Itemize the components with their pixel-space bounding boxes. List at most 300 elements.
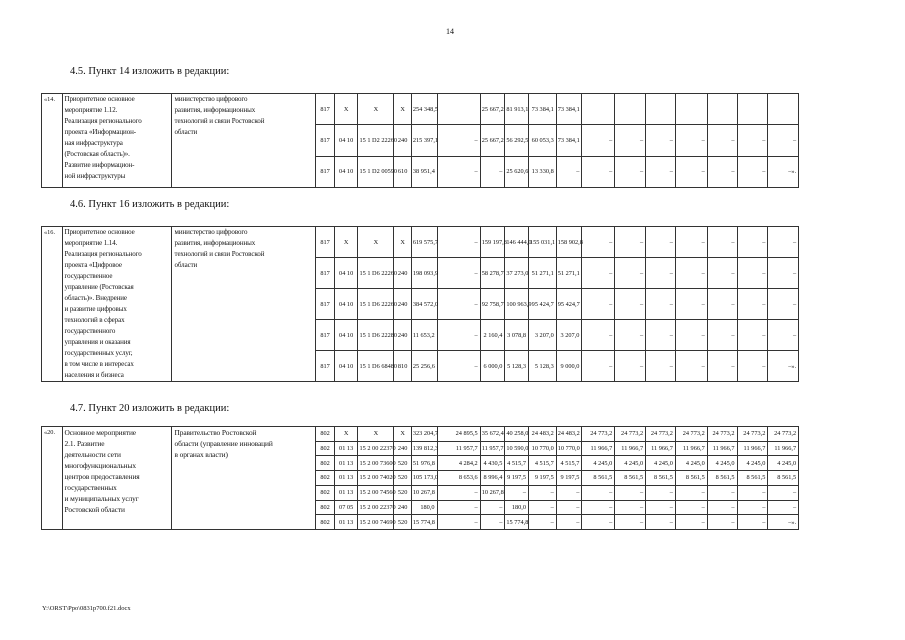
table-cell: 11 966,7: [707, 441, 737, 456]
table-cell: X: [394, 427, 411, 442]
table-cell: –: [582, 125, 615, 156]
table-cell: 139 812,3: [411, 441, 437, 456]
table-cell: –: [582, 227, 615, 258]
table-cell: –: [768, 485, 799, 500]
table-cell: –: [707, 515, 737, 530]
table-cell: –: [768, 289, 799, 320]
table-cell: 24 773,2: [707, 427, 737, 442]
measure-name-line: (Ростовская область)».: [64, 150, 130, 158]
table-cell: –: [582, 258, 615, 289]
table-cell: –: [646, 125, 676, 156]
table-cell: 01 13: [334, 441, 358, 456]
table-cell: 25 620,6: [505, 156, 529, 187]
table-cell: –».: [768, 351, 799, 382]
table-cell: –: [675, 485, 707, 500]
table-cell: –: [707, 500, 737, 515]
table-cell: [582, 94, 615, 125]
measure-name-line: управление (Ростовская: [64, 283, 134, 291]
measure-name-line: мероприятие 1.12.: [64, 106, 118, 114]
table-cell: –: [615, 289, 646, 320]
table-cell: 520: [394, 515, 411, 530]
measure-name-line: ной инфраструктуры: [64, 172, 126, 180]
table-cell: –: [615, 485, 646, 500]
table-cell: –: [707, 125, 737, 156]
table-cell: 95 424,7: [528, 289, 556, 320]
table-cell: –: [437, 156, 480, 187]
table-item-16: [41, 226, 862, 382]
table-cell: 802: [316, 515, 334, 530]
table-cell: 4 245,0: [768, 456, 799, 471]
table-cell: –: [675, 500, 707, 515]
table-row: [42, 427, 862, 442]
table-cell: 802: [316, 427, 334, 442]
table-cell: [768, 94, 799, 125]
table-cell: 3 078,8: [505, 320, 529, 351]
table-cell: 04 10: [334, 289, 358, 320]
table-cell: 817: [316, 351, 334, 382]
table-cell: 2 160,4: [480, 320, 505, 351]
table-cell: 04 10: [334, 320, 358, 351]
measure-name-line: область)». Внедрение: [64, 294, 127, 302]
measure-name-line: мероприятие 1.14.: [64, 239, 118, 247]
table-cell: 8 996,4: [480, 471, 505, 486]
table-cell: 25 667,2: [480, 94, 505, 125]
table-cell: 3 207,0: [528, 320, 556, 351]
table-cell: 38 951,4: [411, 156, 437, 187]
table-cell: –: [707, 485, 737, 500]
table-cell: 817: [316, 94, 334, 125]
table-cell: 15 2 00 73600: [358, 456, 394, 471]
table-cell: –: [437, 125, 480, 156]
table-cell: 24 483,2: [556, 427, 582, 442]
table-cell: 8 561,5: [675, 471, 707, 486]
table-cell: 24 773,2: [768, 427, 799, 442]
table-cell: 240: [394, 320, 411, 351]
table-cell: –: [768, 258, 799, 289]
table-cell: –: [737, 289, 768, 320]
table-cell: 15 2 00 22370: [358, 441, 394, 456]
table-cell: –: [646, 289, 676, 320]
table-cell: 802: [316, 500, 334, 515]
table-cell: –: [615, 258, 646, 289]
item-number: «14.: [42, 94, 63, 188]
measure-name-line: Основное мероприятие: [64, 428, 136, 437]
table-cell: 9 197,5: [505, 471, 529, 486]
measure-name: [62, 227, 172, 382]
table-cell: 9 000,0: [556, 351, 582, 382]
table-cell: 9 197,5: [556, 471, 582, 486]
measure-name-line: в том числе в интересах: [64, 360, 134, 368]
table-cell: 817: [316, 156, 334, 187]
measure-name-line: Ростовской области: [64, 505, 125, 514]
measure-name: [62, 94, 172, 188]
table-cell: 58 278,7: [480, 258, 505, 289]
table-cell: 15 1 D6 68480: [358, 351, 394, 382]
table-cell: 11 966,7: [675, 441, 707, 456]
table-cell: –: [707, 258, 737, 289]
table-cell: 146 444,0: [505, 227, 529, 258]
measure-name-line: государственного: [64, 327, 116, 335]
table-cell: 5 128,3: [505, 351, 529, 382]
measure-name-line: управления и оказания: [64, 338, 131, 346]
table-cell: 81 913,1: [505, 94, 529, 125]
table-cell: 15 1 D6 22260: [358, 289, 394, 320]
measure-name-line: центров предоставления: [64, 472, 140, 481]
table-cell: 105 173,0: [411, 471, 437, 486]
table-cell: –: [737, 515, 768, 530]
table-cell: [437, 94, 480, 125]
table-cell: –: [646, 320, 676, 351]
table-cell: 619 575,7: [411, 227, 437, 258]
agency-line: развития, информационных: [174, 239, 256, 247]
table-cell: –: [675, 258, 707, 289]
table-cell: 240: [394, 258, 411, 289]
table-cell: 240: [394, 125, 411, 156]
measure-name-line: многофункциональных: [64, 461, 136, 470]
table-cell: –: [768, 500, 799, 515]
table-cell: 384 572,0: [411, 289, 437, 320]
table-cell: 610: [394, 156, 411, 187]
table-cell: –: [646, 485, 676, 500]
table-cell: [615, 94, 646, 125]
table-cell: 15 2 00 22370: [358, 500, 394, 515]
table-cell: 8 561,5: [707, 471, 737, 486]
table-cell: 240: [394, 500, 411, 515]
table-cell: 4 245,0: [615, 456, 646, 471]
table-cell: 180,0: [411, 500, 437, 515]
agency-line: технологий и связи Ростовской: [174, 117, 265, 125]
table-cell: 15 1 D2 00590: [358, 156, 394, 187]
table-cell: –: [437, 320, 480, 351]
table-cell: 15 2 00 74690: [358, 515, 394, 530]
table-cell: –: [737, 500, 768, 515]
table-cell: 35 672,4: [480, 427, 505, 442]
table-cell: 817: [316, 320, 334, 351]
measure-name: [62, 427, 172, 530]
table-cell: 11 966,7: [615, 441, 646, 456]
measure-name-line: населения и бизнеса: [64, 371, 124, 379]
table-cell: 198 093,9: [411, 258, 437, 289]
table-cell: 92 758,7: [480, 289, 505, 320]
table-cell: –: [646, 156, 676, 187]
agency-line: области: [174, 128, 198, 136]
table-cell: –: [556, 500, 582, 515]
table-cell: 9 197,5: [528, 471, 556, 486]
table-cell: 15 2 00 74020: [358, 471, 394, 486]
table-cell: 11 966,7: [737, 441, 768, 456]
table-cell: –: [737, 485, 768, 500]
table-cell: –: [437, 351, 480, 382]
table-row: [42, 94, 862, 125]
table-cell: –: [582, 351, 615, 382]
table-cell: 817: [316, 258, 334, 289]
table-cell: 817: [316, 125, 334, 156]
table-cell: 4 245,0: [582, 456, 615, 471]
table-cell: 8 561,5: [768, 471, 799, 486]
measure-name-line: ная инфраструктура: [64, 139, 123, 147]
table-cell: 24 773,2: [646, 427, 676, 442]
table-cell: 240: [394, 289, 411, 320]
table-cell: –: [615, 515, 646, 530]
table-cell: 4 515,7: [556, 456, 582, 471]
table-cell: 24 895,5: [437, 427, 480, 442]
table-cell: –: [615, 320, 646, 351]
table-cell: –: [480, 500, 505, 515]
table-cell: –: [437, 227, 480, 258]
table-cell: 24 773,2: [737, 427, 768, 442]
page-number: 14: [446, 27, 454, 36]
table-cell: 4 245,0: [646, 456, 676, 471]
table-cell: 24 773,2: [615, 427, 646, 442]
table-cell: 51 271,1: [528, 258, 556, 289]
table-cell: [707, 94, 737, 125]
table-cell: –: [737, 227, 768, 258]
table-cell: 15 1 D6 22280: [358, 320, 394, 351]
table-cell: 25 667,2: [480, 125, 505, 156]
measure-name-line: деятельности сети: [64, 450, 121, 459]
table-cell: 01 13: [334, 515, 358, 530]
table-cell: 25 256,6: [411, 351, 437, 382]
table-cell: 180,0: [505, 500, 529, 515]
table-cell: –: [675, 320, 707, 351]
table-cell: 11 966,7: [582, 441, 615, 456]
table-cell: –: [505, 485, 529, 500]
table-cell: –: [707, 320, 737, 351]
table-cell: –: [737, 125, 768, 156]
table-cell: –: [675, 289, 707, 320]
table-cell: 802: [316, 441, 334, 456]
table-cell: 24 773,2: [582, 427, 615, 442]
table-cell: –: [675, 156, 707, 187]
table-cell: 254 348,5: [411, 94, 437, 125]
table-cell: 323 204,7: [411, 427, 437, 442]
table-cell: –: [768, 125, 799, 156]
measure-name-line: государственное: [64, 272, 113, 280]
table-cell: X: [334, 427, 358, 442]
table-cell: –: [556, 485, 582, 500]
agency-line: области: [174, 261, 198, 269]
table-cell: X: [334, 94, 358, 125]
table-cell: –: [480, 156, 505, 187]
table-cell: 04 10: [334, 156, 358, 187]
table-cell: 10 770,0: [556, 441, 582, 456]
table-cell: 15 774,8: [411, 515, 437, 530]
table-cell: 10 770,0: [528, 441, 556, 456]
table-cell: –: [582, 485, 615, 500]
measure-name-line: и муниципальных услуг: [64, 494, 139, 503]
table-cell: –: [646, 351, 676, 382]
table-cell: 6 000,0: [480, 351, 505, 382]
table-cell: –: [528, 500, 556, 515]
table-cell: X: [358, 427, 394, 442]
table-cell: –: [768, 320, 799, 351]
table-cell: X: [334, 227, 358, 258]
table-cell: X: [358, 94, 394, 125]
table-cell: 51 976,8: [411, 456, 437, 471]
table-cell: –: [615, 125, 646, 156]
table-cell: 8 561,5: [737, 471, 768, 486]
table-cell: –: [615, 227, 646, 258]
table-cell: –: [582, 156, 615, 187]
table-cell: –: [675, 125, 707, 156]
table-item-14: [41, 93, 862, 188]
table-cell: 520: [394, 471, 411, 486]
table-cell: 11 966,7: [768, 441, 799, 456]
table-cell: 04 10: [334, 351, 358, 382]
table-cell: 8 561,5: [582, 471, 615, 486]
table-cell: 8 561,5: [646, 471, 676, 486]
table-cell: 159 197,8: [480, 227, 505, 258]
table-cell: 11 957,7: [480, 441, 505, 456]
table-cell: 10 590,0: [505, 441, 529, 456]
table-cell: 520: [394, 485, 411, 500]
table-cell: 4 515,7: [505, 456, 529, 471]
table-cell: X: [394, 94, 411, 125]
table-cell: –: [646, 500, 676, 515]
item-number: «20.: [42, 427, 63, 530]
table-cell: –».: [768, 156, 799, 187]
table-cell: 4 515,7: [528, 456, 556, 471]
table-cell: 4 245,0: [737, 456, 768, 471]
agency-line: развития, информационных: [174, 106, 256, 114]
table-cell: 24 483,2: [528, 427, 556, 442]
table-cell: [737, 94, 768, 125]
table-cell: –: [646, 258, 676, 289]
table-cell: 73 384,1: [528, 94, 556, 125]
table-cell: –: [582, 500, 615, 515]
table-cell: 810: [394, 351, 411, 382]
agency-line: в органах власти): [174, 450, 228, 459]
agency-line: министерство цифрового: [174, 228, 248, 236]
table-cell: 56 292,5: [505, 125, 529, 156]
table-cell: –: [675, 351, 707, 382]
table-cell: –: [707, 351, 737, 382]
table-cell: 5 128,3: [528, 351, 556, 382]
measure-name-line: государственных услуг,: [64, 349, 133, 357]
table-cell: 40 258,0: [505, 427, 529, 442]
table-row: [42, 227, 862, 258]
table-cell: 817: [316, 289, 334, 320]
table-cell: X: [394, 227, 411, 258]
table-cell: –: [582, 289, 615, 320]
table-cell: –: [646, 515, 676, 530]
table-cell: 95 424,7: [556, 289, 582, 320]
table-cell: 3 207,0: [556, 320, 582, 351]
table-cell: 100 963,9: [505, 289, 529, 320]
table-cell: –: [437, 289, 480, 320]
measure-name-line: Развитие информацион-: [64, 161, 135, 169]
table-cell: 11 957,7: [437, 441, 480, 456]
measure-name-line: Приоритетное основное: [64, 228, 135, 236]
measure-name-line: государственных: [64, 483, 117, 492]
table-cell: –: [615, 156, 646, 187]
table-cell: 15 1 D2 22260: [358, 125, 394, 156]
table-cell: –: [737, 351, 768, 382]
table-cell: 4 245,0: [675, 456, 707, 471]
table-item-20: [41, 426, 862, 530]
table-cell: –: [615, 351, 646, 382]
table-cell: 8 653,6: [437, 471, 480, 486]
table-cell: –: [556, 156, 582, 187]
table-cell: 11 653,2: [411, 320, 437, 351]
table-cell: 155 031,1: [528, 227, 556, 258]
table-cell: –: [437, 500, 480, 515]
agency-line: Правительство Ростовской: [174, 428, 257, 437]
table-cell: –: [528, 515, 556, 530]
measure-name-line: Реализация регионального: [64, 250, 142, 258]
table-cell: –: [707, 289, 737, 320]
table-cell: [675, 94, 707, 125]
table-cell: –: [646, 227, 676, 258]
table-cell: 4 430,5: [480, 456, 505, 471]
table-cell: –: [615, 500, 646, 515]
table-cell: 8 561,5: [615, 471, 646, 486]
footer-file-path: Y:\ORST\Ppo\0831p700.f21.docx: [42, 605, 131, 612]
responsible-agency: [172, 227, 316, 382]
table-cell: 01 13: [334, 456, 358, 471]
responsible-agency: [172, 94, 316, 188]
table-cell: 01 13: [334, 471, 358, 486]
agency-line: технологий и связи Ростовской: [174, 250, 265, 258]
table-cell: –: [582, 515, 615, 530]
table-cell: [646, 94, 676, 125]
table-cell: –: [737, 156, 768, 187]
item-number: «16.: [42, 227, 63, 382]
measure-name-line: и развитие цифровых: [64, 305, 127, 313]
table-cell: –: [737, 320, 768, 351]
table-cell: 37 273,0: [505, 258, 529, 289]
table-cell: 4 245,0: [707, 456, 737, 471]
table-cell: –».: [768, 515, 799, 530]
table-cell: 15 774,8: [505, 515, 529, 530]
table-cell: –: [768, 227, 799, 258]
table-cell: –: [675, 227, 707, 258]
table-cell: –: [707, 156, 737, 187]
table-cell: 802: [316, 456, 334, 471]
table-cell: 73 384,1: [556, 94, 582, 125]
table-cell: 24 773,2: [675, 427, 707, 442]
table-cell: 10 267,8: [411, 485, 437, 500]
responsible-agency: [172, 427, 316, 530]
measure-name-line: Приоритетное основное: [64, 95, 135, 103]
table-cell: 158 902,8: [556, 227, 582, 258]
table-cell: 73 384,1: [556, 125, 582, 156]
section-heading-4-6: 4.6. Пункт 16 изложить в редакции:: [70, 199, 230, 210]
table-cell: 10 267,8: [480, 485, 505, 500]
table-cell: 51 271,1: [556, 258, 582, 289]
table-cell: –: [528, 485, 556, 500]
table-cell: 802: [316, 471, 334, 486]
measure-name-line: проекта «Информацион-: [64, 128, 136, 136]
table-cell: 01 13: [334, 485, 358, 500]
table-cell: –: [556, 515, 582, 530]
table-cell: –: [480, 515, 505, 530]
table-cell: –: [437, 258, 480, 289]
measure-name-line: 2.1. Развитие: [64, 439, 105, 448]
section-heading-4-7: 4.7. Пункт 20 изложить в редакции:: [70, 403, 230, 414]
table-cell: 802: [316, 485, 334, 500]
table-cell: 15 2 00 74560: [358, 485, 394, 500]
table-cell: –: [437, 485, 480, 500]
table-cell: –: [707, 227, 737, 258]
table-cell: 13 330,8: [528, 156, 556, 187]
section-heading-4-5: 4.5. Пункт 14 изложить в редакции:: [70, 66, 230, 77]
agency-line: области (управление инноваций: [174, 439, 273, 448]
table-cell: 07 05: [334, 500, 358, 515]
table-cell: 15 1 D6 22260: [358, 258, 394, 289]
table-cell: –: [437, 515, 480, 530]
table-cell: 240: [394, 441, 411, 456]
